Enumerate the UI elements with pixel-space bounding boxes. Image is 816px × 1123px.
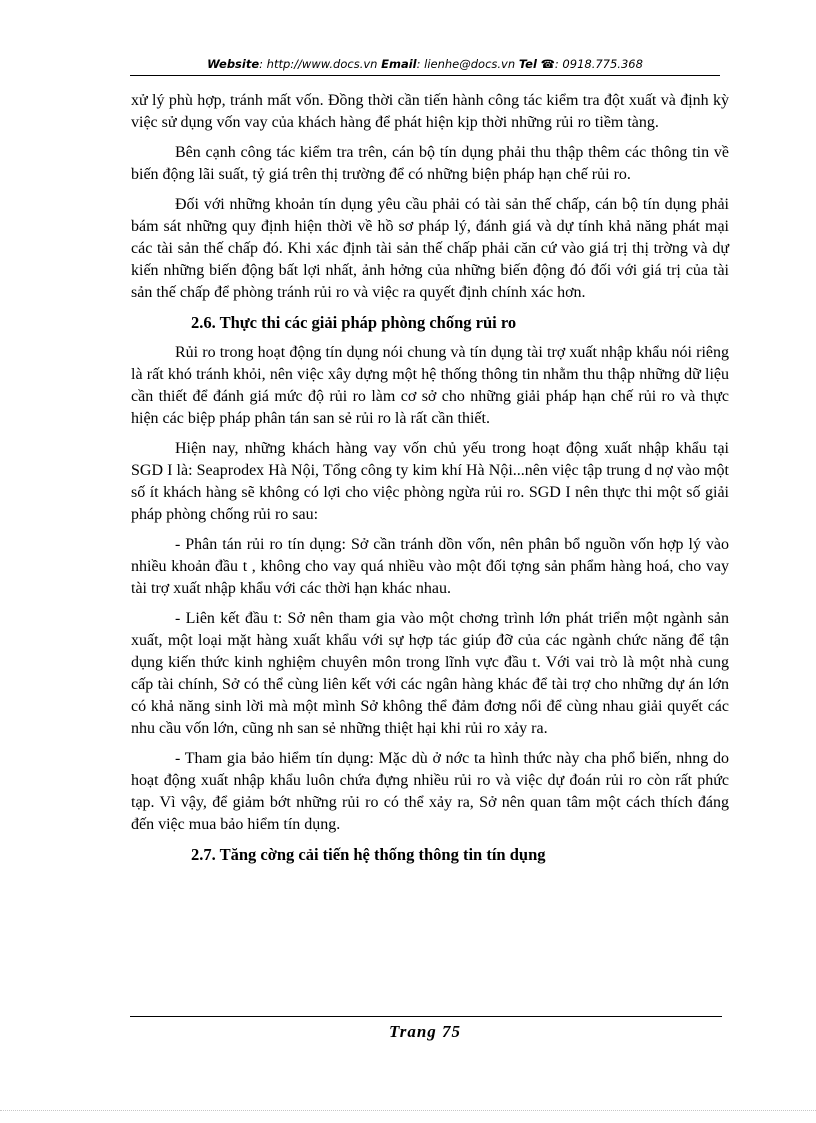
tel-label: Tel	[518, 57, 537, 71]
tel-value: : 0918.775.368	[554, 57, 643, 71]
section-heading-2-7: 2.7. Tăng cờng cải tiến hệ thống thông tin tín dụng	[191, 845, 546, 864]
header-divider	[130, 75, 720, 76]
paragraph: Đối với những khoản tín dụng yêu cầu phải có tài sản thế chấp, cán bộ tín dụng phải bám sát những quy định hiện thời về hồ sơ pháp lý, đánh giá và dự tính khả năng phát mại các tài sản thế chấp đó. Khi xác định tài sản thế chấp phải căn cứ vào giá trị thị trờng và dự kiến những biến động bất lợi nhất, ảnh hởng của những biến động đó đối với giá trị của tài sản thế chấp để phòng tránh rủi ro và việc ra quyết định chính xác hơn.	[131, 196, 729, 301]
website-value: : http://www.docs.vn	[259, 57, 378, 71]
paragraph: xử lý phù hợp, tránh mất vốn. Đồng thời cần tiến hành công tác kiểm tra đột xuất và định kỳ việc sử dụng vốn vay của khách hàng để phát hiện kịp thời những rủi ro tiềm tàng.	[131, 92, 729, 131]
page-edge-divider	[0, 1110, 816, 1111]
paragraph: Rủi ro trong hoạt động tín dụng nói chung và tín dụng tài trợ xuất nhập khẩu nói riêng là rất khó tránh khỏi, nên việc xây dựng một hệ thống thông tin nhằm thu thập những dữ liệu cần thiết để đánh giá mức độ rủi ro làm cơ sở cho những giải pháp hạn chế rủi ro và thực hiện các biệp pháp phân tán san sẻ rủi ro là rất cần thiết.	[131, 344, 729, 427]
document-body	[131, 90, 729, 874]
page-number: Trang 75	[388, 1022, 462, 1041]
email-value: : lienhe@docs.vn	[416, 57, 516, 71]
email-label: Email	[381, 57, 417, 71]
list-item: - Tham gia bảo hiểm tín dụng: Mặc dù ở nớc ta hình thức này cha phổ biến, nhng do hoạt động xuất nhập khẩu luôn chứa đựng nhiều rủi ro và việc dự đoán rủi ro còn rất phức tạp. Vì vậy, để giảm bớt những rủi ro có thể xảy ra, Sở nên quan tâm một cách thích đáng đến việc mua bảo hiểm tín dụng.	[131, 750, 729, 833]
paragraph: Bên cạnh công tác kiểm tra trên, cán bộ tín dụng phải thu thập thêm các thông tin về biến động lãi suất, tỷ giá trên thị trường để có những biện pháp hạn chế rủi ro.	[131, 144, 729, 183]
phone-icon: ☎	[540, 57, 555, 71]
section-heading-2-6: 2.6. Thực thi các giải pháp phòng chống rủi ro	[191, 313, 517, 332]
paragraph: Hiện nay, những khách hàng vay vốn chủ yếu trong hoạt động xuất nhập khẩu tại SGD I là: Seaprodex Hà Nội, Tổng công ty kim khí Hà Nội...nên việc tập trung d nợ vào một số ít khách hàng sẽ không có lợi cho việc phòng ngừa rủi ro. SGD I nên thực thi một số giải pháp phòng chống rủi ro sau:	[131, 440, 729, 523]
list-item: - Phân tán rủi ro tín dụng: Sở cần tránh dồn vốn, nên phân bổ nguồn vốn hợp lý vào nhiều khoản đầu t , không cho vay quá nhiều vào một đối tợng sản phẩm hàng hoá, cho vay tài trợ xuất nhập khẩu với các thời hạn khác nhau.	[131, 536, 729, 597]
footer-divider	[130, 1016, 722, 1017]
page-header	[130, 57, 720, 72]
website-label: Website	[207, 57, 260, 71]
list-item: - Liên kết đầu t: Sở nên tham gia vào một chơng trình lớn phát triển một ngành sản xuất, một loại mặt hàng xuất khẩu với sự hợp tác giúp đỡ của các ngành chức năng để tận dụng kiến thức kinh nghiệm chuyên môn trong lĩnh vực đầu t. Với vai trò là một nhà cung cấp tài chính, Sở có thể cùng liên kết với các ngân hàng khác để tài trợ cho những dự án lớn có khả năng sinh lời mà một mình Sở không thể đảm đơng nổi để cùng nhau giải quyết các nhu cầu vốn lớn, cũng nh san sẻ những thiệt hại khi rủi ro xảy ra.	[131, 610, 729, 737]
